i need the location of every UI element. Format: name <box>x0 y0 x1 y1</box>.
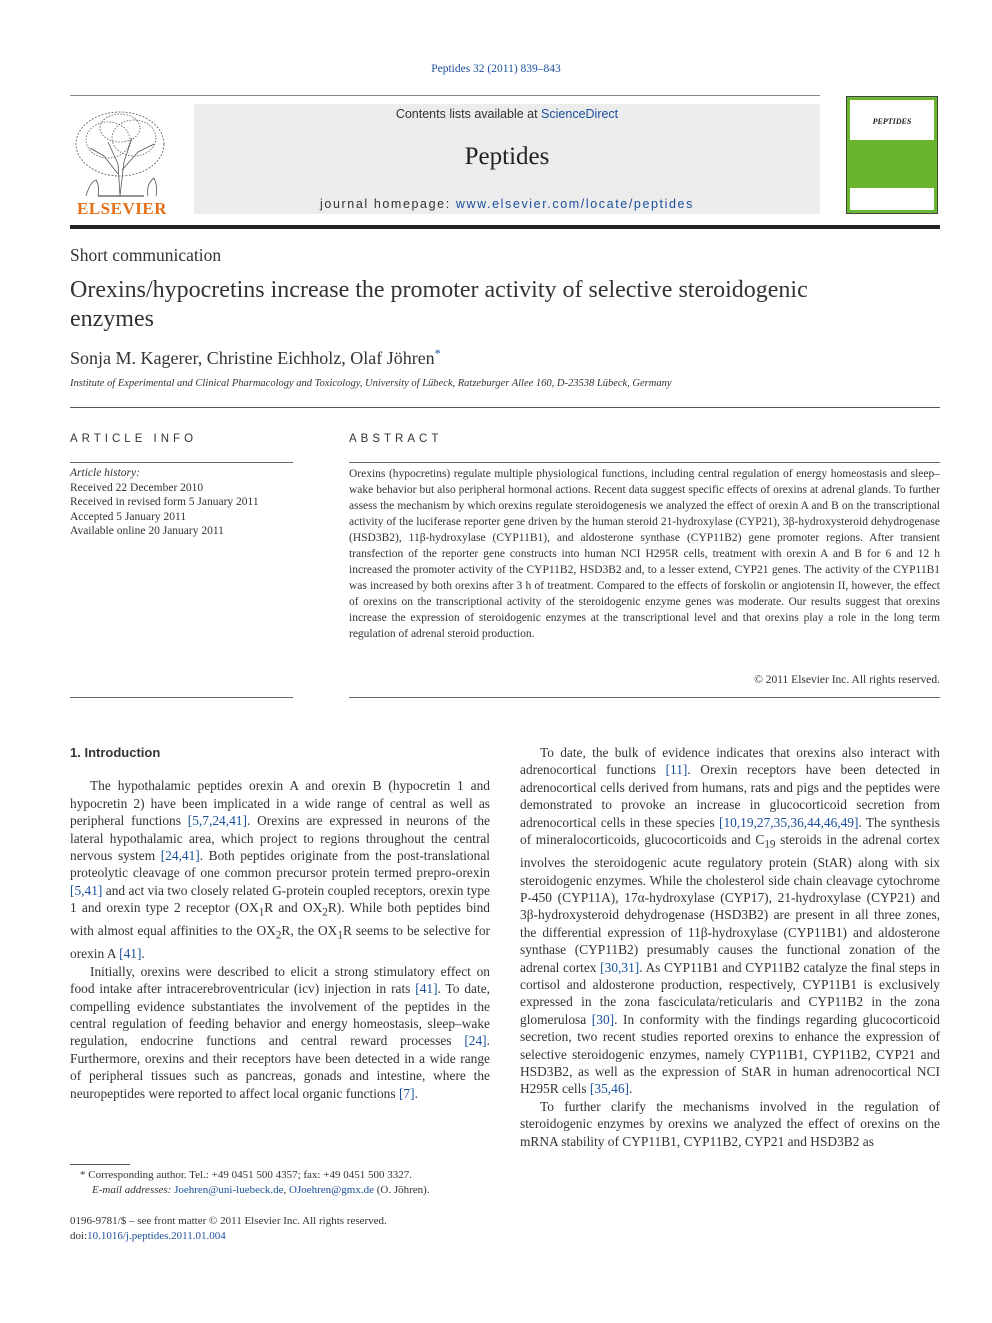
section-type: Short communication <box>70 245 222 265</box>
top-rule <box>70 95 820 96</box>
email-addresses: E-mail addresses: Joehren@uni-luebeck.de, OJoehren@gmx.de (O. Jöhren). <box>92 1184 430 1196</box>
email-link-2[interactable]: OJoehren@gmx.de <box>289 1184 374 1196</box>
contents-line <box>194 107 820 121</box>
reference-link[interactable]: [35,46] <box>589 1081 629 1097</box>
body-paragraph: To date, the bulk of evidence indicates that orexins also interact with adrenocortical functions [11]. Orexin receptors have been detected in adrenocortical cells derived from humans, rats and pigs and the peptides were demonstrated to provoke an increase in glucocorticoid secretion from adrenocortical cells in these species [10,19,27,35,36,44,46,49]. The synthesis of mineralocorticoids, glucocorticoids and $C_{19}$ steroids in the adrenal cortex involves the steroidogenic acute regulatory protein (StAR) along with six steroidogenic enzymes. While the cholesterol side chain cleavage cytochrome P-450 (CYP11A), 17α-hydroxylase (CYP17), 21-hydroxylase (CYP21) and 3β-hydroxysteroid dehydrogenase (HSD3B2) are present in all three zones, the differential expression of 11β-hydroxylase (CYP11B1) and aldosterone synthase (CYP11B2) presumably causes the functional zonation of the adrenal cortex [30,31]. As CYP11B1 and CYP11B2 catalyze the final steps in cortisol and aldosterone production, respectively, CYP11B1 is exclusively expressed in the zona fasciculata/reticularis and CYP11B2 in the zona glomerulosa [30]. In conformity with the findings regarding glucocorticoid secretion, two recent studies reported orexins to enhance the expression of selective steroidogenic enzymes, namely CYP11B1, CYP11B2, CYP21 and HSD3B2, as well as the expression of StAR in human adrenocortical NCI H295R cells [35,46]. <box>520 745 940 1097</box>
cover-footer-panel <box>850 188 934 210</box>
article-identifiers <box>70 1214 387 1244</box>
history-accepted: Accepted 5 January 2011 <box>70 510 187 523</box>
contents-prefix: Contents lists available at <box>395 107 542 121</box>
article-info-bottom-rule <box>70 697 293 698</box>
reference-link[interactable]: [7] <box>398 1085 415 1101</box>
article-info-rule <box>70 462 293 463</box>
abstract-heading: ABSTRACT <box>349 433 443 445</box>
reference-link[interactable]: [5,41] <box>70 882 103 898</box>
author-names: Sonja M. Kagerer, Christine Eichholz, Olaf Jöhren <box>70 348 435 368</box>
reference-link[interactable]: [41] <box>415 981 438 997</box>
affiliation-divider <box>70 407 940 408</box>
homepage-prefix: journal homepage: <box>320 197 456 211</box>
cover-title: PEPTIDES <box>872 117 912 126</box>
body-paragraph: To further clarify the mechanisms involved in the regulation of steroidogenic enzymes by orexins we analyzed the effect of orexins on the mRNA stability of CYP11B1, CYP11B2, CYP21 and HSD3B2 as <box>520 1098 940 1149</box>
history-revised: Received in revised form 5 January 2011 <box>70 496 259 508</box>
corresponding-author-mark[interactable]: * <box>434 346 441 360</box>
footnote-rule <box>70 1164 130 1165</box>
homepage-link[interactable]: www.elsevier.com/locate/peptides <box>455 197 694 211</box>
footnote <box>80 1168 430 1198</box>
history-online: Available online 20 January 2011 <box>70 525 224 537</box>
reference-link[interactable]: [10,19,27,35,36,44,46,49] <box>718 814 859 830</box>
affiliation: Institute of Experimental and Clinical Pharmacology and Toxicology, University of Lübeck, Ratzeburger Allee 160, D-23538 Lübeck, Germany <box>70 378 672 389</box>
doi-line: doi:10.1016/j.peptides.2011.01.004 <box>70 1230 226 1242</box>
body-column-left <box>70 744 490 1102</box>
reference-link[interactable]: [41] <box>119 946 142 962</box>
history-received: Received 22 December 2010 <box>70 481 204 494</box>
abstract-copyright: © 2011 Elsevier Inc. All rights reserved. <box>754 674 940 686</box>
article-history <box>70 466 259 539</box>
header-divider <box>70 225 940 229</box>
article-info-heading: ARTICLE INFO <box>70 433 198 445</box>
article-title: Orexins/hypocretins increase the promoter activity of selective steroidogenic enzymes <box>70 277 808 332</box>
author-list <box>70 346 441 369</box>
body-paragraph: The hypothalamic peptides orexin A and orexin B (hypocretin 1 and hypocretin 2) have been implicated in a wide range of central as well as peripheral functions [5,7,24,41]. Orexins are expressed in neurons of the lateral hypothalamic area, which project to regions throughout the central nervous system [24,41]. Both peptides originate from the post-translational proteolytic cleavage of one common precursor protein termed prepro-orexin [5,41] and act via two closely related G-protein coupled receptors, orexin type 1 and orexin type 2 receptor ($OX_1R$ and $OX_2R$). While both peptides bind with almost equal affinities to the $OX_2R$, the $OX_1R$ seems to be selective for orexin A [41]. <box>70 778 491 962</box>
reference-link[interactable]: [11] <box>665 762 688 778</box>
body-column-right <box>520 744 940 1150</box>
section-heading-introduction: 1. Introduction <box>70 745 161 760</box>
journal-name: Peptides <box>464 143 550 170</box>
sciencedirect-link[interactable]: ScienceDirect <box>541 107 619 121</box>
body-paragraph: Initially, orexins were described to elicit a strong stimulatory effect on food intake after intracerebroventricular (icv) injection in rats [41]. To date, compelling evidence substantiates the involvement of the peptides in the central regulation of feeding behavior and energy homeostasis, sleep–wake regulation, endocrine functions and central reward processes [24]. Furthermore, orexins and their receptors have been detected in a wide range of peripheral tissues such as pancreas, gonads and intestine, where the neuropeptides were reported to affect local organic functions [7]. <box>70 963 491 1101</box>
abstract-text: Orexins (hypocretins) regulate multiple physiological functions, including central regulation of energy homeostasis and sleep–wake behavior but also peripheral hormonal actions. Recent data suggest specific effects of orexins at adrenal glands. To further assess the mechanism by which orexins regulate steroidogenesis we analyzed the effect of orexin A and B on the transcriptional activity of the luciferase reporter gene driven by the human steroid 21-hydroxylase (CYP21), 3β-hydroxysteroid dehydrogenase (HSD3B2), 11β-hydroxylase (CYP11B1), and aldosterone synthase (CYP11B2) gene promoter regions. After transient transfection of the reporter gene constructs into human NCI H295R cells, treatment with orexin A and B for 6 and 12 h increased the promoter activity of the CYP11B2, HSD3B2 and, to a lesser extend, CYP21 genes. The activity of the CYP11B1 was increased by both orexins after 3 h of treatment. Compared to the effects of forskolin or angiotensin II, however, the effect of orexins on the transcriptional activity of the steroidogenic enzyme genes was moderate. Our results suggest that orexins increase the expression of steroidogenic enzymes at the transcriptional level and that orexins play a role in the long term regulation of adrenal steroid production. <box>349 468 940 640</box>
reference-link[interactable]: [24,41] <box>160 848 200 864</box>
journal-citation[interactable] <box>0 63 992 75</box>
reference-link[interactable]: [30] <box>591 1011 615 1027</box>
history-label: Article history: <box>70 467 140 479</box>
reference-link[interactable]: [30,31] <box>600 959 640 975</box>
email-link-1[interactable]: Joehren@uni-luebeck.de <box>174 1184 284 1196</box>
citation-link[interactable]: Peptides 32 (2011) 839–843 <box>431 63 561 75</box>
corresponding-author-note: * Corresponding author. Tel.: +49 0451 500 4357; fax: +49 0451 500 3327. <box>80 1169 412 1181</box>
publisher-wordmark: ELSEVIER <box>77 199 167 218</box>
doi-link[interactable]: 10.1016/j.peptides.2011.01.004 <box>87 1230 226 1242</box>
reference-link[interactable]: [24] <box>464 1033 487 1049</box>
abstract-rule <box>349 462 940 463</box>
issn-line: 0196-9781/$ – see front matter © 2011 Elsevier Inc. All rights reserved. <box>70 1215 387 1227</box>
abstract-bottom-rule <box>349 697 940 698</box>
reference-link[interactable]: [5,7,24,41] <box>187 813 247 829</box>
homepage-line <box>194 197 820 211</box>
